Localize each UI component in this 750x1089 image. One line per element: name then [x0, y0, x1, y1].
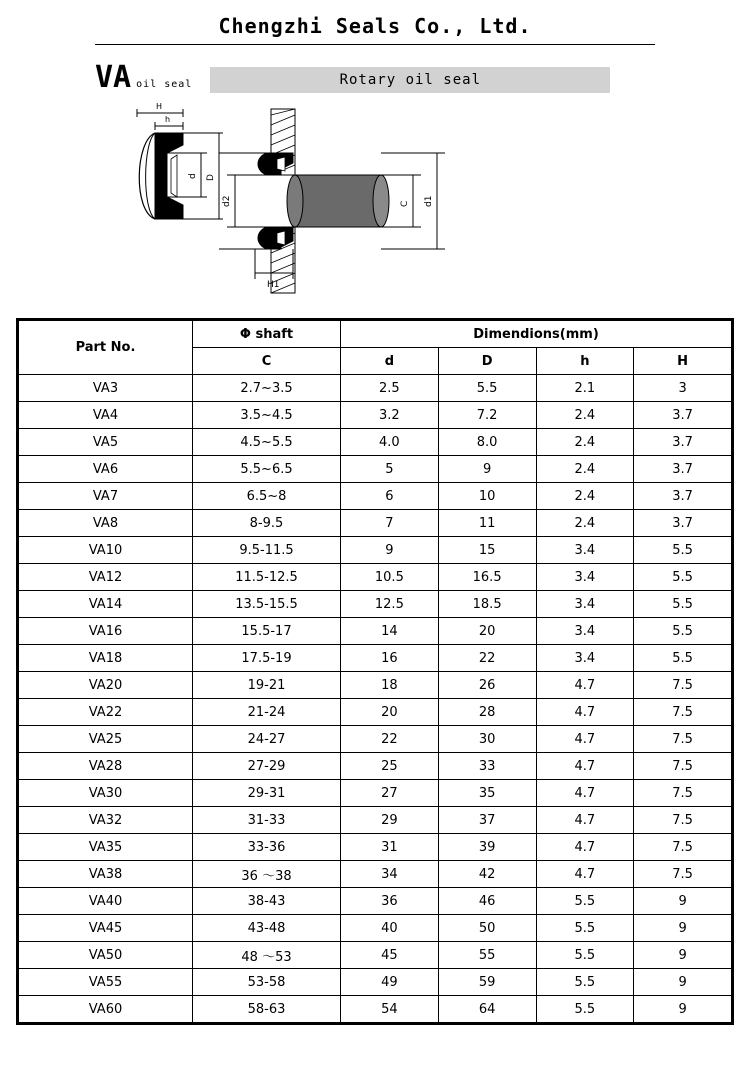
svg-text:d2: d2 — [222, 195, 232, 207]
seal-type-code: VA — [95, 60, 132, 95]
svg-text:H1: H1 — [267, 280, 280, 290]
cell-D: 35 — [438, 780, 536, 807]
cell-d: 4.0 — [341, 429, 439, 456]
cell-D: 39 — [438, 834, 536, 861]
table-row — [19, 780, 732, 807]
cell-D: 64 — [438, 996, 536, 1023]
cell-c: 21-24 — [193, 699, 341, 726]
cell-d: 12.5 — [341, 591, 439, 618]
header-col-H: H — [634, 348, 732, 375]
cell-d: 40 — [341, 915, 439, 942]
table-row — [19, 456, 732, 483]
table-row — [19, 834, 732, 861]
table-row — [19, 915, 732, 942]
cell-D: 46 — [438, 888, 536, 915]
cell-H: 3.7 — [634, 510, 732, 537]
svg-text:d1: d1 — [424, 195, 434, 207]
cell-c: 53-58 — [193, 969, 341, 996]
table-row — [19, 510, 732, 537]
svg-text:C: C — [400, 200, 410, 207]
cell-H: 3.7 — [634, 402, 732, 429]
cell-D: 26 — [438, 672, 536, 699]
cell-d: 22 — [341, 726, 439, 753]
table-row — [19, 942, 732, 969]
table-row — [19, 375, 732, 402]
cell-d: 10.5 — [341, 564, 439, 591]
cell-part: VA20 — [19, 672, 193, 699]
cell-D: 30 — [438, 726, 536, 753]
header-dimensions: Dimendions(mm) — [341, 321, 732, 348]
cell-c: 33-36 — [193, 834, 341, 861]
cell-c: 58-63 — [193, 996, 341, 1023]
cell-H: 7.5 — [634, 807, 732, 834]
svg-text:D: D — [206, 174, 216, 181]
cell-part: VA60 — [19, 996, 193, 1023]
cell-c: 38-43 — [193, 888, 341, 915]
cell-h: 2.4 — [536, 402, 634, 429]
cell-H: 5.5 — [634, 564, 732, 591]
header-col-d: d — [341, 348, 439, 375]
header-part-no: Part No. — [19, 321, 193, 375]
cell-part: VA40 — [19, 888, 193, 915]
table-header-row-1 — [19, 321, 732, 348]
type-bar — [0, 60, 750, 95]
cell-D: 8.0 — [438, 429, 536, 456]
cell-D: 7.2 — [438, 402, 536, 429]
table-row — [19, 618, 732, 645]
cell-part: VA5 — [19, 429, 193, 456]
cell-D: 42 — [438, 861, 536, 888]
specification-table — [18, 320, 732, 1023]
cell-D: 33 — [438, 753, 536, 780]
cell-c: 13.5-15.5 — [193, 591, 341, 618]
table-row — [19, 672, 732, 699]
cell-h: 2.4 — [536, 483, 634, 510]
cell-c: 27-29 — [193, 753, 341, 780]
cell-part: VA10 — [19, 537, 193, 564]
cell-H: 7.5 — [634, 834, 732, 861]
cell-c: 17.5-19 — [193, 645, 341, 672]
table-row — [19, 807, 732, 834]
cell-part: VA3 — [19, 375, 193, 402]
cell-D: 10 — [438, 483, 536, 510]
cell-d: 6 — [341, 483, 439, 510]
cell-h: 3.4 — [536, 537, 634, 564]
cell-h: 5.5 — [536, 942, 634, 969]
cell-h: 3.4 — [536, 564, 634, 591]
cell-c: 29-31 — [193, 780, 341, 807]
cell-D: 5.5 — [438, 375, 536, 402]
cell-d: 29 — [341, 807, 439, 834]
cell-c: 48 ～53 — [193, 942, 341, 969]
cell-part: VA55 — [19, 969, 193, 996]
header-col-D: D — [438, 348, 536, 375]
cell-d: 20 — [341, 699, 439, 726]
cell-D: 28 — [438, 699, 536, 726]
cell-c: 6.5~8 — [193, 483, 341, 510]
cell-D: 20 — [438, 618, 536, 645]
table-row — [19, 564, 732, 591]
cell-H: 7.5 — [634, 672, 732, 699]
cell-h: 3.4 — [536, 618, 634, 645]
seal-cross-section-diagram — [115, 101, 635, 301]
table-row — [19, 429, 732, 456]
cell-D: 11 — [438, 510, 536, 537]
cell-D: 37 — [438, 807, 536, 834]
cell-c: 19-21 — [193, 672, 341, 699]
specification-table-container — [18, 320, 732, 1023]
cell-c: 24-27 — [193, 726, 341, 753]
cell-D: 16.5 — [438, 564, 536, 591]
cell-c: 15.5-17 — [193, 618, 341, 645]
cell-h: 4.7 — [536, 699, 634, 726]
table-row — [19, 753, 732, 780]
cell-H: 9 — [634, 942, 732, 969]
cell-d: 14 — [341, 618, 439, 645]
table-row — [19, 969, 732, 996]
cell-H: 9 — [634, 969, 732, 996]
technical-drawings — [0, 101, 750, 301]
cell-part: VA8 — [19, 510, 193, 537]
cell-part: VA22 — [19, 699, 193, 726]
cell-d: 31 — [341, 834, 439, 861]
cell-part: VA14 — [19, 591, 193, 618]
cell-part: VA32 — [19, 807, 193, 834]
cell-part: VA30 — [19, 780, 193, 807]
svg-text:d: d — [188, 173, 198, 179]
cell-d: 7 — [341, 510, 439, 537]
cell-h: 4.7 — [536, 807, 634, 834]
cell-h: 4.7 — [536, 672, 634, 699]
table-row — [19, 645, 732, 672]
cell-d: 34 — [341, 861, 439, 888]
cell-D: 15 — [438, 537, 536, 564]
cell-h: 4.7 — [536, 780, 634, 807]
header-shaft: Φ shaft — [193, 321, 341, 348]
cell-d: 25 — [341, 753, 439, 780]
cell-D: 50 — [438, 915, 536, 942]
cell-d: 18 — [341, 672, 439, 699]
cell-d: 5 — [341, 456, 439, 483]
cell-c: 31-33 — [193, 807, 341, 834]
cell-h: 4.7 — [536, 861, 634, 888]
header-col-h: h — [536, 348, 634, 375]
cell-H: 9 — [634, 915, 732, 942]
cell-part: VA50 — [19, 942, 193, 969]
cell-H: 9 — [634, 888, 732, 915]
cell-part: VA6 — [19, 456, 193, 483]
title-divider — [95, 44, 655, 45]
cell-H: 3.7 — [634, 483, 732, 510]
cell-part: VA35 — [19, 834, 193, 861]
cell-part: VA18 — [19, 645, 193, 672]
table-row — [19, 591, 732, 618]
cell-h: 5.5 — [536, 915, 634, 942]
cell-d: 36 — [341, 888, 439, 915]
cell-H: 3.7 — [634, 429, 732, 456]
cell-H: 7.5 — [634, 699, 732, 726]
cell-d: 27 — [341, 780, 439, 807]
cell-h: 5.5 — [536, 969, 634, 996]
cell-part: VA7 — [19, 483, 193, 510]
cell-D: 59 — [438, 969, 536, 996]
cell-d: 54 — [341, 996, 439, 1023]
cell-h: 2.1 — [536, 375, 634, 402]
table-row — [19, 726, 732, 753]
cell-c: 2.7~3.5 — [193, 375, 341, 402]
cell-c: 5.5~6.5 — [193, 456, 341, 483]
cell-H: 7.5 — [634, 861, 732, 888]
cell-h: 4.7 — [536, 726, 634, 753]
cell-c: 36 ～38 — [193, 861, 341, 888]
cell-h: 3.4 — [536, 645, 634, 672]
table-row — [19, 996, 732, 1023]
cell-H: 5.5 — [634, 537, 732, 564]
svg-text:h: h — [165, 115, 171, 124]
table-row — [19, 888, 732, 915]
cell-c: 9.5-11.5 — [193, 537, 341, 564]
cell-d: 2.5 — [341, 375, 439, 402]
cell-H: 7.5 — [634, 780, 732, 807]
cell-part: VA16 — [19, 618, 193, 645]
cell-D: 22 — [438, 645, 536, 672]
cell-c: 11.5-12.5 — [193, 564, 341, 591]
cell-h: 5.5 — [536, 888, 634, 915]
svg-text:H: H — [156, 102, 163, 111]
cell-D: 55 — [438, 942, 536, 969]
table-row — [19, 483, 732, 510]
cell-H: 7.5 — [634, 753, 732, 780]
cell-H: 3.7 — [634, 456, 732, 483]
cell-h: 4.7 — [536, 834, 634, 861]
cell-d: 16 — [341, 645, 439, 672]
cell-h: 5.5 — [536, 996, 634, 1023]
cell-c: 4.5~5.5 — [193, 429, 341, 456]
cell-part: VA38 — [19, 861, 193, 888]
table-row — [19, 402, 732, 429]
cell-h: 2.4 — [536, 510, 634, 537]
cell-H: 7.5 — [634, 726, 732, 753]
cell-d: 3.2 — [341, 402, 439, 429]
cell-c: 43-48 — [193, 915, 341, 942]
cell-part: VA25 — [19, 726, 193, 753]
table-row — [19, 861, 732, 888]
cell-H: 5.5 — [634, 618, 732, 645]
table-body — [19, 375, 732, 1023]
seal-category-banner: Rotary oil seal — [210, 67, 610, 93]
cell-H: 9 — [634, 996, 732, 1023]
cell-h: 2.4 — [536, 456, 634, 483]
table-row — [19, 699, 732, 726]
cell-h: 4.7 — [536, 753, 634, 780]
page-title: Chengzhi Seals Co., Ltd. — [218, 14, 532, 38]
table-header — [19, 321, 732, 375]
cell-c: 3.5~4.5 — [193, 402, 341, 429]
cell-h: 2.4 — [536, 429, 634, 456]
cell-c: 8-9.5 — [193, 510, 341, 537]
header-col-c: C — [193, 348, 341, 375]
cell-H: 3 — [634, 375, 732, 402]
cell-h: 3.4 — [536, 591, 634, 618]
cell-H: 5.5 — [634, 591, 732, 618]
cell-D: 18.5 — [438, 591, 536, 618]
cell-d: 45 — [341, 942, 439, 969]
cell-part: VA12 — [19, 564, 193, 591]
cell-d: 49 — [341, 969, 439, 996]
cell-part: VA28 — [19, 753, 193, 780]
cell-part: VA4 — [19, 402, 193, 429]
cell-d: 9 — [341, 537, 439, 564]
cell-part: VA45 — [19, 915, 193, 942]
cell-H: 5.5 — [634, 645, 732, 672]
cell-D: 9 — [438, 456, 536, 483]
table-row — [19, 537, 732, 564]
seal-type-subtitle: oil seal — [136, 79, 193, 90]
